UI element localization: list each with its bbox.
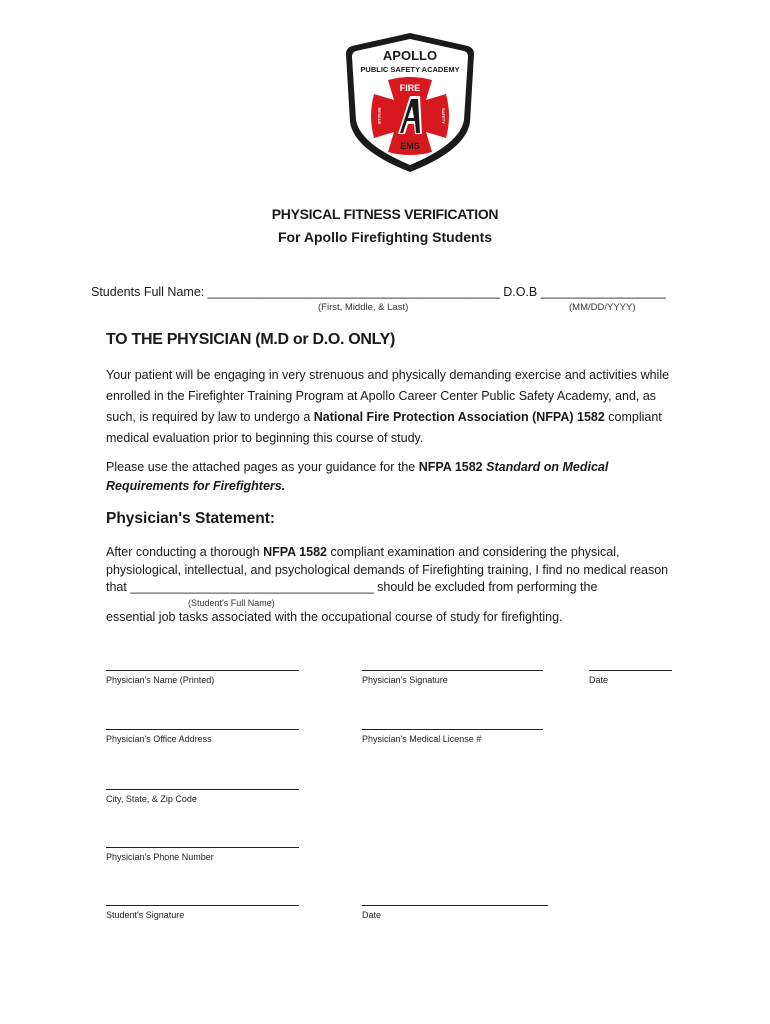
office-address-label: Physician's Office Address xyxy=(106,734,212,744)
logo-top-text: APOLLO xyxy=(382,48,438,63)
physician-signature-label: Physician's Signature xyxy=(362,675,448,685)
student-name-blank-hint: (Student's Full Name) xyxy=(188,598,275,608)
statement-paragraph xyxy=(106,544,686,597)
physician-signature-line[interactable] xyxy=(362,670,543,671)
statement-heading: Physician's Statement: xyxy=(106,510,276,527)
p3-text-c: should be excluded from performing the xyxy=(373,580,598,594)
dob-hint: (MM/DD/YYYY) xyxy=(569,302,636,313)
physician-paragraph-2 xyxy=(106,458,686,496)
student-signature-label: Student's Signature xyxy=(106,910,185,920)
student-name-hint: (First, Middle, & Last) xyxy=(318,302,409,313)
city-state-zip-label: City, State, & Zip Code xyxy=(106,794,197,804)
apollo-academy-logo xyxy=(340,30,480,175)
logo-sub-text: PUBLIC SAFETY ACADEMY xyxy=(360,65,460,74)
medical-license-line[interactable] xyxy=(362,729,543,730)
medical-license-label: Physician's Medical License # xyxy=(362,734,482,744)
student-name-blank[interactable]: ___________________________________ xyxy=(130,580,374,594)
logo-left-text: RESCUE xyxy=(377,107,382,125)
p3-bold: NFPA 1582 xyxy=(263,545,327,559)
phone-line[interactable] xyxy=(106,847,299,848)
physician-name-label: Physician's Name (Printed) xyxy=(106,675,215,685)
city-state-zip-line[interactable] xyxy=(106,789,299,790)
dob-label: D.O.B xyxy=(503,285,538,299)
date2-line[interactable] xyxy=(362,905,548,906)
office-address-line[interactable] xyxy=(106,729,299,730)
p2-bold: NFPA 1582 xyxy=(418,460,483,474)
date-label: Date xyxy=(589,675,609,685)
physician-name-line[interactable] xyxy=(106,670,299,671)
p2-bold-italic: Standard on Medical Requirements for Firefighters. xyxy=(106,460,609,493)
p1-bold: National Fire Protection Association (NFPA) 1582 xyxy=(313,410,605,424)
p3-text-b: compliant examination and considering the physical, physiological, intellectual, and psychological demands of Firefighting training, I find no medical reason that xyxy=(106,545,669,594)
date-line[interactable] xyxy=(589,670,672,671)
logo-ems-text: EMS xyxy=(400,141,420,151)
p1-text-b: compliant medical evaluation prior to beginning this course of study. xyxy=(106,410,662,445)
date2-label: Date xyxy=(362,910,382,920)
document-subtitle: For Apollo Firefighting Students xyxy=(277,229,493,245)
logo-right-text: SAFETY xyxy=(441,108,446,124)
phone-label: Physician's Phone Number xyxy=(106,852,214,862)
student-name-line xyxy=(91,285,666,299)
p3-text-a: After conducting a thorough xyxy=(106,545,264,559)
physician-heading: TO THE PHYSICIAN (M.D or D.O. ONLY) xyxy=(106,331,396,348)
logo-fire-text: FIRE xyxy=(399,83,421,93)
student-name-field[interactable]: __________________________________________ xyxy=(207,285,500,299)
p2-text-a: Please use the attached pages as your guidance for the xyxy=(106,460,419,474)
student-signature-line[interactable] xyxy=(106,905,299,906)
statement-paragraph-end: essential job tasks associated with the occupational course of study for firefighting. xyxy=(106,610,563,624)
physician-paragraph-1 xyxy=(106,365,686,449)
dob-field[interactable]: __________________ xyxy=(540,285,666,299)
document-title: PHYSICAL FITNESS VERIFICATION xyxy=(271,206,499,222)
p1-text-a: Your patient will be engaging in very strenuous and physically demanding exercise and activities while enrolled in the Firefighter Training Program at Apollo Career Center Public Safety Academy, and, as such, is required by law to undergo a xyxy=(106,368,670,424)
student-name-label: Students Full Name: xyxy=(91,285,205,299)
